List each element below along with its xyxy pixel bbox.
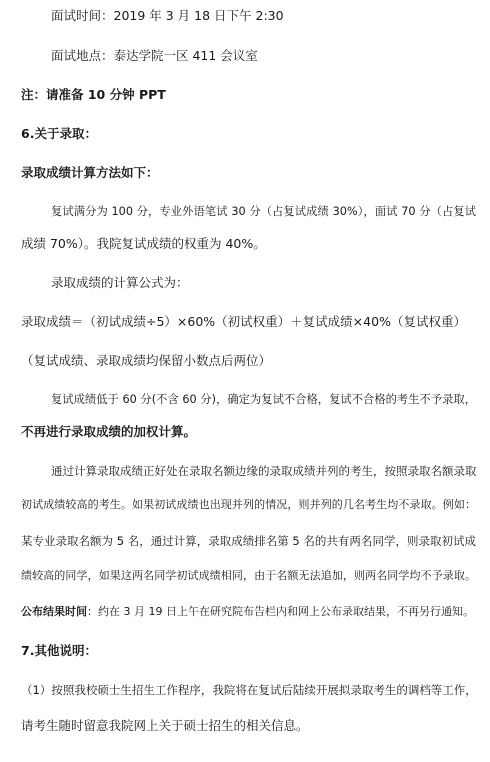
ppt-note: 注：请准备 10 分钟 PPT: [21, 87, 166, 102]
formula: 录取成绩＝（初试成绩÷5）×60%（初试权重）＋复试成绩×40%（复试权重）: [21, 314, 466, 329]
para2-line1: 复试成绩低于 60 分(不含 60 分)，确定为复试不合格，复试不合格的考生不予录取，: [51, 393, 476, 406]
section-6-heading: 6.关于录取：: [21, 126, 97, 141]
para1-line2: 成绩 70%）。我院复试成绩的权重为 40%。: [21, 236, 266, 251]
interview-place: 面试地点：泰达学院一区 411 会议室: [51, 48, 258, 63]
publish-text: ：约在 3 月 19 日上午在研究院布告栏内和网上公布录取结果，不再另行通知。: [87, 605, 474, 618]
interview-time: 面试时间：2019 年 3 月 18 日下午 2:30: [51, 8, 284, 23]
para2-line2: 不再进行录取成绩的加权计算。: [21, 424, 197, 439]
para3-line3: 某专业录取名额为 5 名，通过计算，录取成绩排名第 5 名的共有两名同学，则录取初试成: [21, 534, 476, 548]
other-line1: （1）按照我校硕士生招生工作程序，我院将在复试后陆续开展拟录取考生的调档等工作，: [21, 683, 477, 697]
other-line2: 请考生随时留意我院网上关于硕士招生的相关信息。: [21, 718, 309, 733]
formula-note: （复试成绩、录取成绩均保留小数点后两位）: [21, 353, 272, 368]
para1-line1: 复试满分为 100 分，专业外语笔试 30 分（占复试成绩 30%），面试 70 分（占复试: [51, 205, 476, 218]
para3-line4: 绩较高的同学，如果这两名同学初试成绩相同，由于名额无法追加，则两名同学均不予录取。: [21, 569, 476, 582]
para3-line1: 通过计算录取成绩正好处在录取名额边缘的录取成绩并列的考生，按照录取名额录取: [51, 464, 477, 478]
section-7-heading: 7.其他说明：: [21, 643, 97, 658]
para3-line2: 初试成绩较高的考生。如果初试成绩也出现并列的情况，则并列的几名考生均不录取。例如：: [21, 498, 476, 511]
publish-label: 公布结果时间: [21, 605, 87, 618]
publish-line: [21, 604, 476, 620]
method-heading: 录取成绩计算方法如下：: [21, 165, 159, 180]
formula-intro: 录取成绩的计算公式为：: [51, 275, 189, 290]
